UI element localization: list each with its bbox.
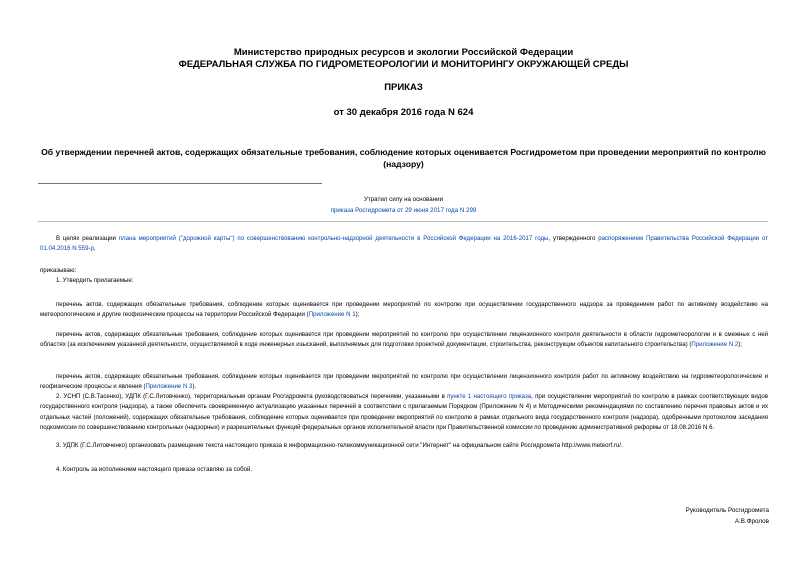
separator-line-long xyxy=(38,221,768,222)
appendix-3-link[interactable]: Приложение N 3 xyxy=(145,383,193,391)
paragraph-list-2: перечень актов, содержащих обязательные требования, соблюдение которых оценивается при проведении мероприятий по контролю при осуществлении лицензионного контроля деятельности в области гидрометеорологии и в смежных с ней областях (за исключением указанной деятельности, осуществляемой в ходе инженерных изысканий, выполняемых для подготовки проектной документации, строительства, реконструкции объектов капитального строительства) (Приложение N 2); xyxy=(40,331,768,349)
signatory-position: Руководитель Росгидромета xyxy=(685,507,769,514)
appendix-1-link[interactable]: Приложение N 1 xyxy=(308,311,356,319)
paragraph-item-3: 3. УДПК (Г.С.Литовченко) организовать размещение текста настоящего приказа в информационно-телекоммуникационной сети "Интернет" на официальном сайте Росгидромета http://www.meteorf.ru/. xyxy=(56,442,623,449)
status-link-line xyxy=(0,205,807,216)
paragraph-preamble: В целях реализации плана мероприятий ("дорожной карты") по совершенствованию контрольно-надзорной деятельности в Российской Федерации на 2016-2017 годы, утвержденного распоряжением Правительства Российской Федерации от 01.04.2016 N 559-р, xyxy=(40,235,769,253)
paragraph-item-2: 2. УСНП (С.В.Тасенко), УДПК (Г.С.Литовченко), территориальным органам Росгидромета руководствоваться перечнями, указанными в пункте 1 настоящего приказа, при осуществлении мероприятий по контролю в рамках соответствующих видов государственного контроля (надзора), а также обеспечить своевременную актуализацию указанных перечней в соответствии с прилагаемым Порядком (Приложение N 4) и Методическими рекомендациями по составлению перечня правовых актов и их отдельных частей (положений), содержащих обязательные требования, соблюдение которых оценивается при проведении мероприятий по контролю в рамках отдельного вида государственного контроля (надзора), одобренными протоколом заседания подкомиссии по совершенствованию контрольных (надзорных) и разрешительных функций федеральных органов исполнительной власти при Правительственной комиссии по проведению административной реформы от 18.08.2016 N 6. xyxy=(40,393,768,431)
roadmap-link[interactable]: плана мероприятий ("дорожной карты") по совершенствованию контрольно-надзорной деятельности в Российской Федерации на 2016-2017 годы xyxy=(118,235,549,242)
ministry-name: Министерство природных ресурсов и экологии Российской Федерации xyxy=(233,47,574,58)
signatory-name: А.В.Фролов xyxy=(734,518,769,525)
document-title: Об утверждении перечней актов, содержащих обязательные требования, соблюдение которых оценивается Росгидрометом при проведении мероприятий по контролю (надзору) xyxy=(41,147,766,169)
appendix-2-link[interactable]: Приложение N 2 xyxy=(691,341,739,349)
paragraph-order-word: приказываю: xyxy=(40,267,77,274)
government-order-link[interactable]: распоряжением Правительства Российской Федерации от 01.04.2016 N 559-р xyxy=(40,235,769,253)
status-note: Утратил силу на основании xyxy=(363,196,444,203)
paragraph-item-4: 4. Контроль за исполнением настоящего приказа оставляю за собой. xyxy=(56,466,253,473)
service-name: ФЕДЕРАЛЬНАЯ СЛУЖБА ПО ГИДРОМЕТЕОРОЛОГИИ И МОНИТОРИНГУ ОКРУЖАЮЩЕЙ СРЕДЫ xyxy=(178,59,629,70)
paragraph-list-3: перечень актов, содержащих обязательные требования, соблюдение которых оценивается при проведении мероприятий по контролю при осуществлении лицензионного контроля работ по активному воздействию на гидрометеорологические и геофизические процессы и явления (Приложение N 3). xyxy=(40,373,768,391)
item-1-link[interactable]: пункте 1 настоящего приказа xyxy=(447,393,532,400)
document-date-number: от 30 декабря 2016 года N 624 xyxy=(333,107,474,118)
repeal-order-link[interactable]: приказа Росгидромета от 29 июня 2017 года N 299 xyxy=(330,207,477,214)
document-type: ПРИКАЗ xyxy=(384,82,423,93)
paragraph-list-1: перечень актов, содержащих обязательные требования, соблюдение которых оценивается при проведении мероприятий по контролю при осуществлении государственного надзора за проведением работ по активному воздействию на метеорологические и другие геофизические процессы на территории Российской Федерации (Приложение N 1); xyxy=(40,301,768,319)
separator-line xyxy=(38,183,322,184)
paragraph-item-1: 1. Утвердить прилагаемые: xyxy=(56,277,134,284)
